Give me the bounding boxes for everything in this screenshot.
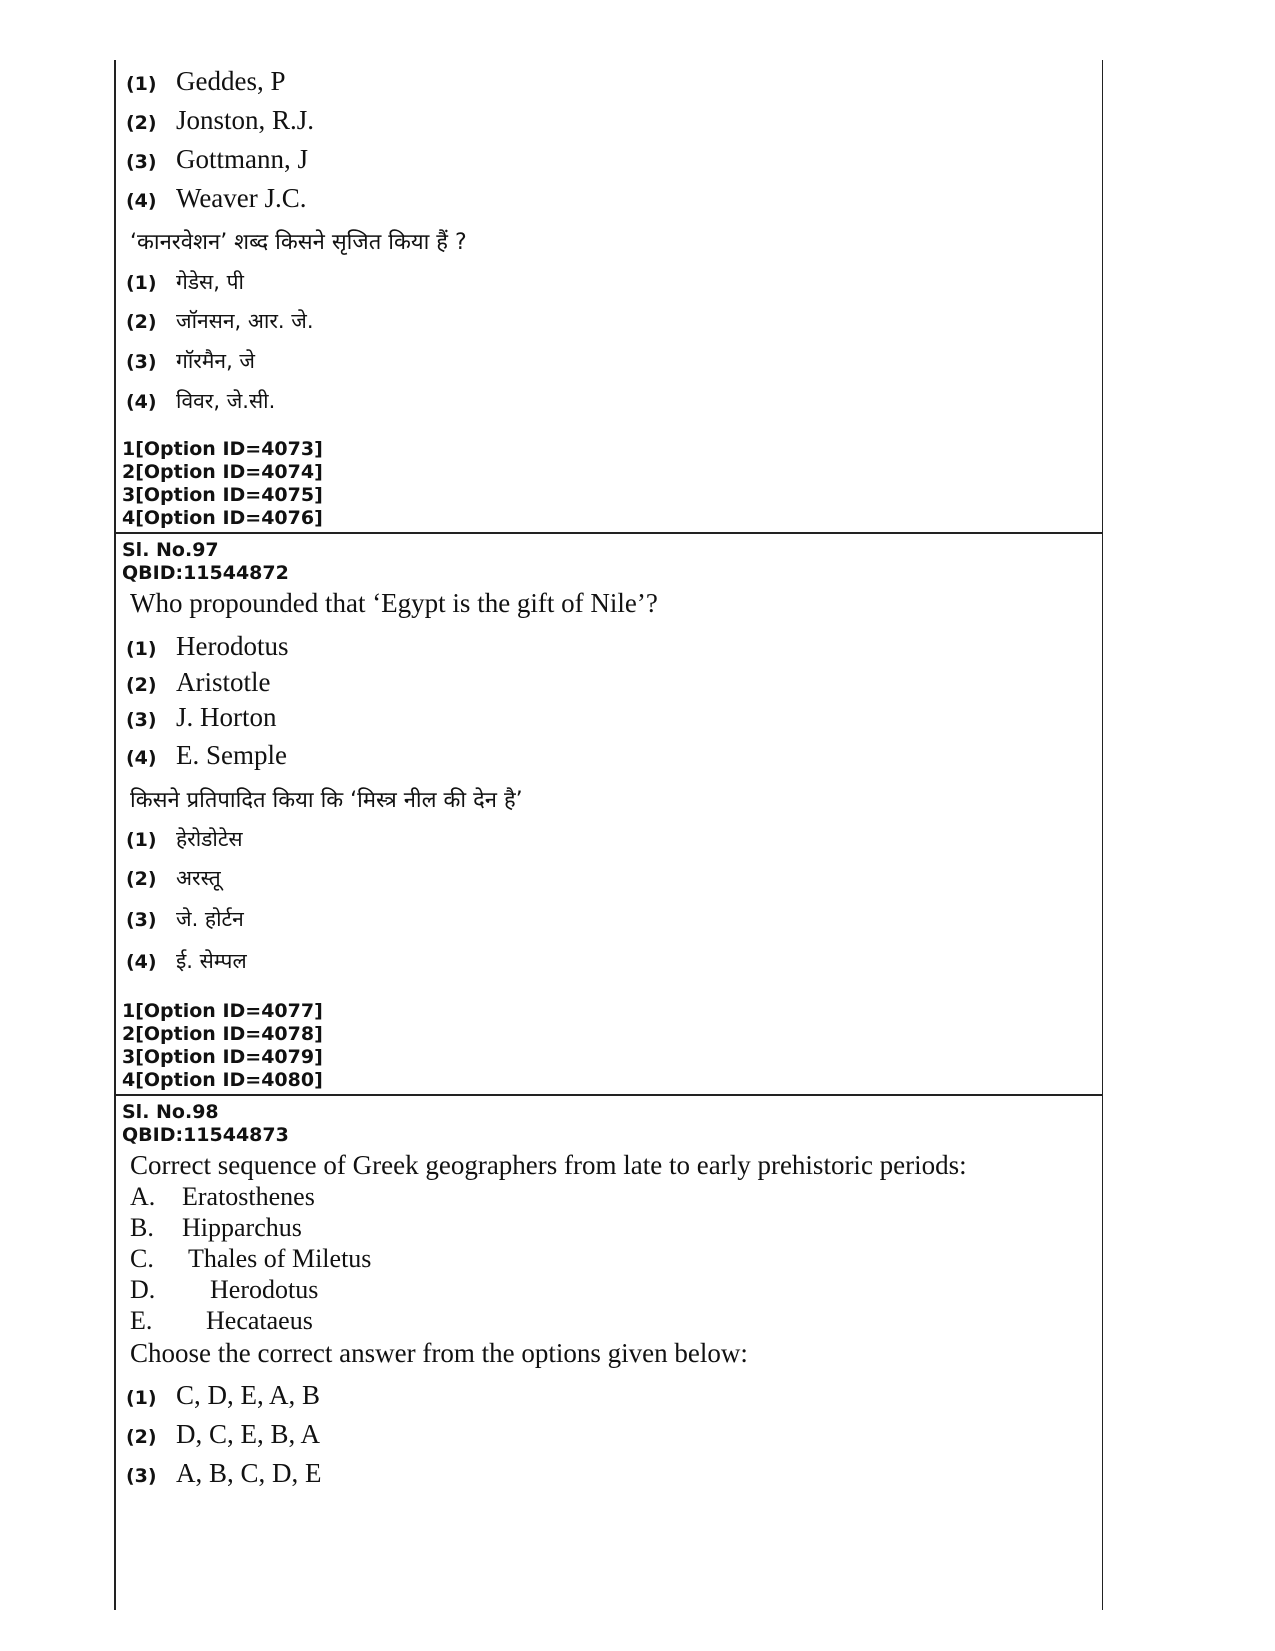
serial-number: Sl. No.97 (122, 539, 219, 561)
option-number: (1) (126, 1387, 157, 1409)
option-text: Geddes, P (176, 66, 286, 96)
option-text: Herodotus (176, 631, 289, 661)
statement-row (130, 1213, 302, 1243)
option-text: जे. होर्टन (176, 907, 244, 931)
option-row (126, 702, 277, 733)
option-id: 2[Option ID=4074] (122, 461, 323, 483)
option-text: J. Horton (176, 702, 277, 732)
option-number: (2) (126, 1426, 157, 1448)
option-number: (2) (126, 868, 157, 890)
option-id: 1[Option ID=4077] (122, 1000, 323, 1022)
option-row (126, 1380, 320, 1411)
option-text: हेरोडोटेस (176, 827, 243, 851)
option-text: Gottmann, J (176, 144, 308, 174)
statement-text: Herodotus (210, 1275, 319, 1304)
option-row (126, 144, 308, 175)
option-id: 2[Option ID=4078] (122, 1023, 323, 1045)
question-hindi: ‘कानरवेशन’ शब्द किसने सृजित किया हैं ? (130, 230, 467, 255)
option-number: (1) (126, 638, 157, 660)
statement-letter: E. (130, 1306, 153, 1335)
option-text: D, C, E, B, A (176, 1419, 321, 1449)
option-row (126, 105, 314, 136)
option-row (126, 268, 244, 296)
option-text: A, B, C, D, E (176, 1458, 322, 1488)
option-row (126, 183, 307, 214)
serial-number: Sl. No.98 (122, 1101, 219, 1123)
option-row (126, 66, 286, 97)
left-border (114, 60, 116, 1610)
option-row (126, 905, 244, 933)
right-border (1102, 60, 1104, 1610)
option-number: (2) (126, 112, 157, 134)
option-text: Jonston, R.J. (176, 105, 315, 135)
option-text: E. Semple (176, 740, 287, 770)
statement-letter: B. (130, 1213, 154, 1242)
instruction: Choose the correct answer from the options given below: (130, 1338, 748, 1368)
question-paper (114, 60, 1103, 1610)
qbid: QBID:11544873 (122, 1124, 289, 1146)
option-row (126, 667, 271, 698)
option-text: Aristotle (176, 667, 271, 697)
option-number: (4) (126, 190, 157, 212)
option-number: (1) (126, 73, 157, 95)
statement-row (130, 1244, 371, 1274)
option-number: (3) (126, 151, 157, 173)
option-row (126, 740, 287, 771)
option-number: (4) (126, 391, 157, 413)
question-header (122, 539, 289, 585)
option-row (126, 631, 288, 662)
option-row (126, 1458, 322, 1489)
question-header (122, 1101, 289, 1147)
option-row (126, 947, 247, 975)
option-id: 4[Option ID=4076] (122, 507, 323, 529)
statement-letter: D. (130, 1275, 156, 1304)
option-row (126, 387, 275, 415)
option-number: (2) (126, 311, 157, 333)
option-id: 4[Option ID=4080] (122, 1069, 323, 1091)
option-number: (1) (126, 272, 157, 294)
option-text: अरस्तू (176, 866, 221, 890)
option-text: Weaver J.C. (176, 183, 307, 213)
option-id-list (122, 1000, 323, 1092)
statement-text: Thales of Miletus (188, 1244, 372, 1273)
option-text: गेडेस, पी (176, 270, 244, 294)
statement-row (130, 1275, 318, 1305)
option-number: (4) (126, 747, 157, 769)
option-text: C, D, E, A, B (176, 1380, 321, 1410)
option-id: 3[Option ID=4075] (122, 484, 323, 506)
qbid: QBID:11544872 (122, 562, 289, 584)
option-number: (2) (126, 674, 157, 696)
divider (114, 532, 1103, 534)
option-number: (3) (126, 909, 157, 931)
statement-text: Hecataeus (206, 1306, 313, 1335)
statement-text: Eratosthenes (182, 1182, 315, 1211)
option-row (126, 1419, 320, 1450)
option-number: (1) (126, 829, 157, 851)
option-number: (3) (126, 1465, 157, 1487)
question-english: Correct sequence of Greek geographers from late to early prehistoric periods: (130, 1150, 967, 1180)
option-text: विवर, जे.सी. (176, 389, 276, 413)
option-row (126, 864, 221, 892)
statement-text: Hipparchus (182, 1213, 302, 1242)
option-id: 3[Option ID=4079] (122, 1046, 323, 1068)
statement-row (130, 1182, 315, 1212)
statement-letter: C. (130, 1244, 154, 1273)
question-english: Who propounded that ‘Egypt is the gift of Nile’? (130, 588, 658, 618)
option-text: गॉरमैन, जे (176, 349, 255, 373)
option-id: 1[Option ID=4073] (122, 438, 323, 460)
option-id-list (122, 438, 323, 530)
option-number: (3) (126, 351, 157, 373)
option-text: जॉनसन, आर. जे. (176, 309, 314, 333)
option-row (126, 307, 314, 335)
divider (114, 1094, 1103, 1096)
option-number: (4) (126, 951, 157, 973)
question-hindi: किसने प्रतिपादित किया कि ‘मिस्त्र नील की देन है’ (130, 788, 523, 813)
statement-letter: A. (130, 1182, 156, 1211)
option-text: ई. सेम्पल (176, 949, 247, 973)
option-number: (3) (126, 709, 157, 731)
option-row (126, 825, 243, 853)
option-row (126, 347, 255, 375)
statement-row (130, 1306, 313, 1336)
